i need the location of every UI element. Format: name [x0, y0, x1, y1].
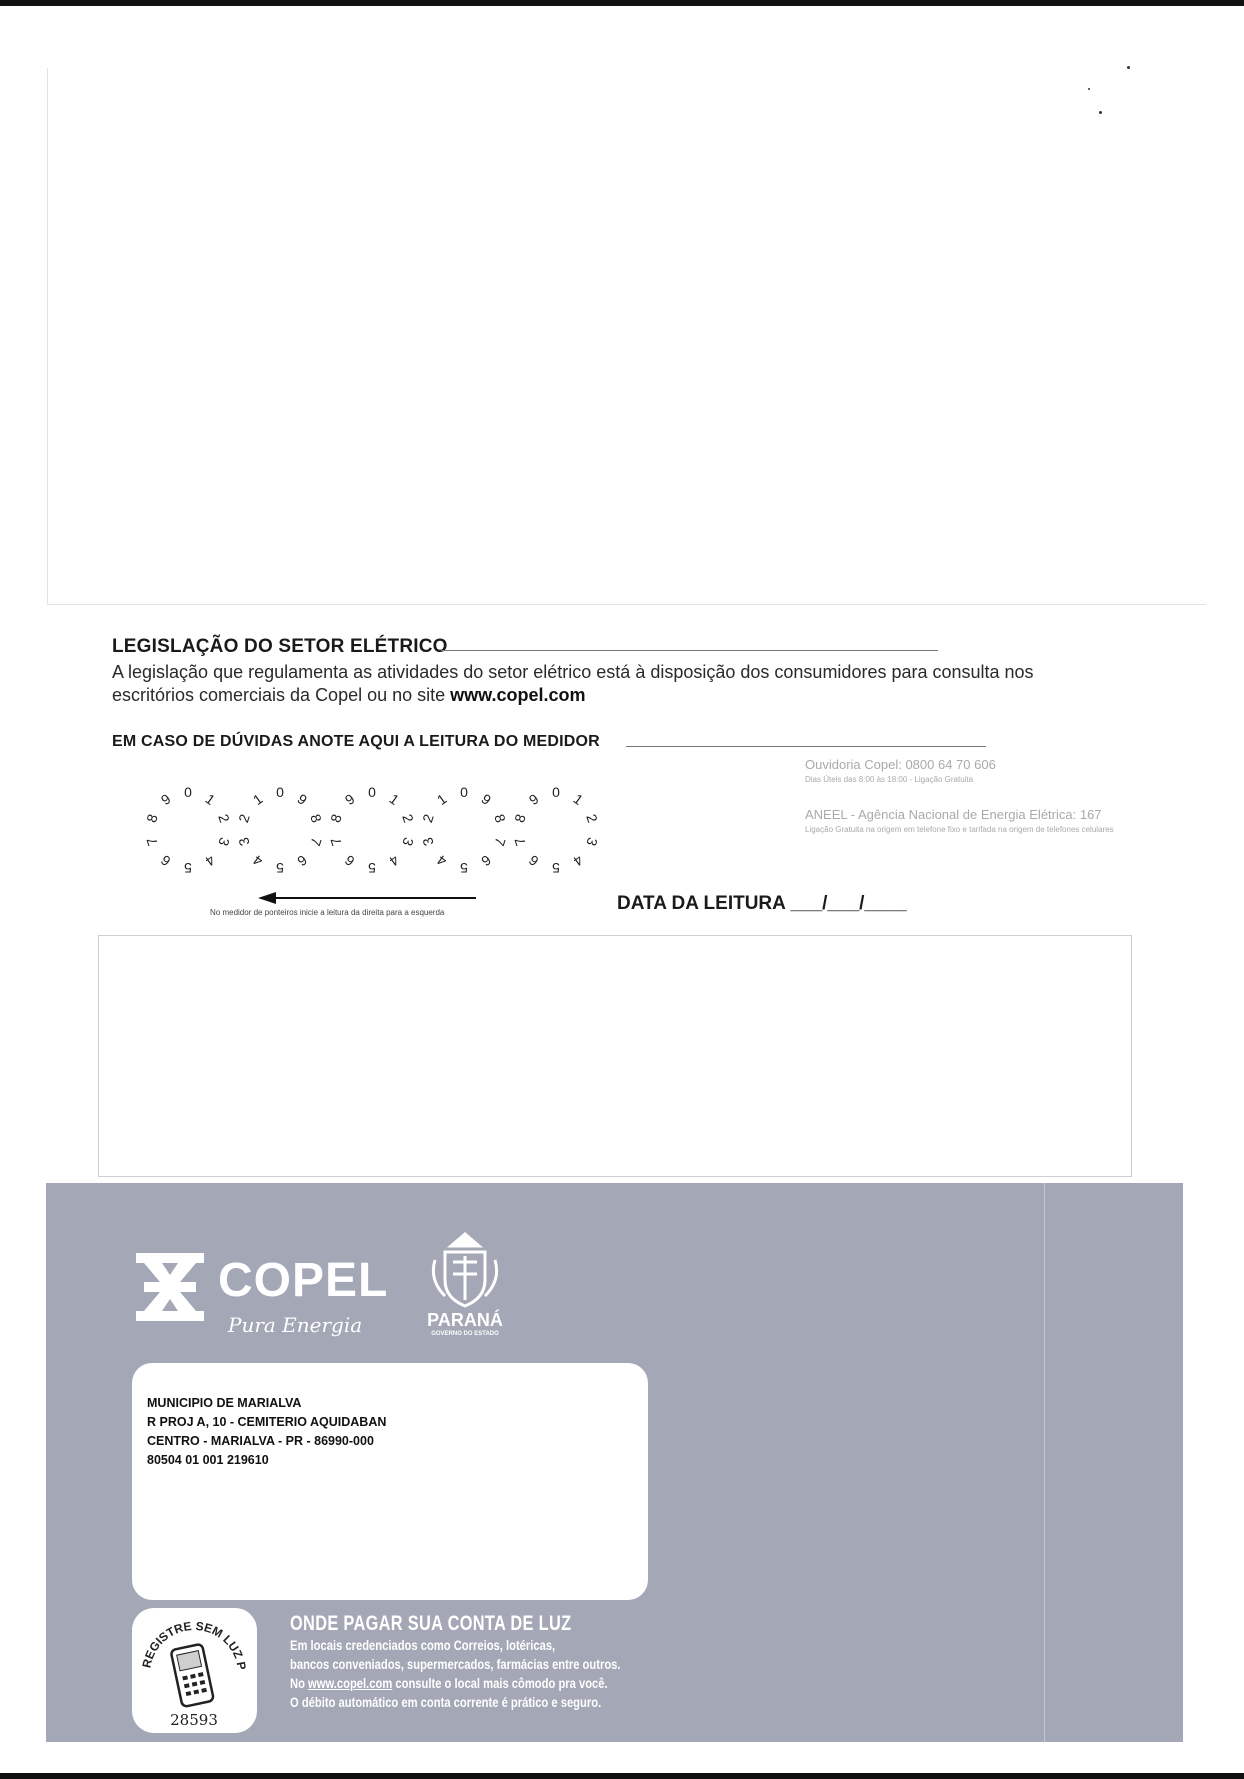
contact-info — [805, 757, 1165, 835]
dial-digit: 9 — [478, 790, 495, 809]
dial-digit: 5 — [460, 860, 468, 876]
meter-dial — [235, 784, 325, 876]
dial-digit: 6 — [478, 851, 495, 870]
dial-digit: 7 — [511, 835, 529, 848]
fold-line — [1044, 1183, 1045, 1742]
sms-label: REGISTRE SEM LUZ P — [139, 1618, 249, 1671]
medidor-title: EM CASO DE DÚVIDAS ANOTE AQUI A LEITURA DO MEDIDOR — [112, 733, 600, 750]
dial-digit: 5 — [276, 860, 284, 876]
scan-bottom-edge — [0, 1773, 1244, 1779]
dial-digit: 1 — [249, 790, 266, 809]
dial-digit: 6 — [341, 851, 358, 870]
parana-sub: GOVERNO DO ESTADO — [431, 1331, 499, 1337]
payment-title: ONDE PAGAR SUA CONTA DE LUZ — [290, 1612, 572, 1635]
payment-site-link[interactable]: www.copel.com — [308, 1675, 393, 1691]
dial-digit: 6 — [157, 851, 174, 870]
dial-digit: 4 — [202, 851, 219, 870]
dial-digit: 0 — [552, 784, 560, 800]
dial-digit: 3 — [235, 835, 253, 848]
dial-digit: 6 — [294, 851, 311, 870]
aneel-phone: ANEEL - Agência Nacional de Energia Elétrica: 167 — [805, 807, 1102, 822]
sms-number: 28593 — [170, 1711, 218, 1729]
address-line-3: CENTRO - MARIALVA - PR - 86990-000 — [147, 1434, 374, 1448]
payment-line-2: bancos conveniados, supermercados, farmácias entre outros. — [290, 1656, 621, 1672]
dial-digit: 1 — [433, 790, 450, 809]
dial-digit: 3 — [583, 835, 601, 848]
dial-digit: 1 — [386, 790, 403, 809]
ouvidoria-phone: Ouvidoria Copel: 0800 64 70 606 — [805, 757, 996, 772]
dial-digit: 3 — [419, 835, 437, 848]
legislacao-text — [112, 661, 1112, 707]
dial-digit: 3 — [215, 835, 233, 848]
dial-digit: 2 — [399, 812, 417, 825]
dial-digit: 8 — [327, 812, 345, 825]
data-leitura-blank: ___/___/____ — [790, 893, 907, 914]
meter-dial — [327, 784, 417, 876]
dial-digit: 9 — [157, 790, 174, 809]
dial-digit: 5 — [368, 860, 376, 876]
dial-digit: 1 — [570, 790, 587, 809]
dial-digit: 1 — [202, 790, 219, 809]
scan-top-edge — [0, 0, 1244, 6]
dial-digit: 8 — [491, 812, 509, 825]
payment-line-3-prefix: No — [290, 1675, 309, 1691]
dial-digit: 4 — [249, 851, 266, 870]
meter-dial — [419, 784, 509, 876]
copel-tagline: Pura Energia — [228, 1313, 363, 1337]
meter-dial — [511, 784, 601, 876]
payment-line-3 — [290, 1674, 610, 1693]
dial-digit: 2 — [235, 812, 253, 825]
ouvidoria-hours: Dias Úteis das 8:00 às 18:00 - Ligação Gratuita — [805, 775, 974, 784]
address-line-4: 80504 01 001 219610 — [147, 1453, 269, 1467]
dial-digit: 0 — [460, 784, 468, 800]
sms-phone-icon — [132, 1608, 257, 1733]
payment-line-4: O débito automático em conta corrente é prático e seguro. — [290, 1694, 602, 1710]
dial-digit: 4 — [570, 851, 587, 870]
data-leitura-label: DATA DA LEITURA — [617, 893, 786, 914]
legislacao-title: LEGISLAÇÃO DO SETOR ELÉTRICO — [112, 636, 448, 657]
dial-digit: 4 — [386, 851, 403, 870]
blank-upper-area — [47, 68, 1206, 605]
dial-digit: 9 — [525, 790, 542, 809]
notes-box — [98, 935, 1132, 1177]
payment-line-1: Em locais credenciados como Correios, lotéricas, — [290, 1637, 556, 1653]
address-window — [132, 1363, 648, 1600]
aneel-note: Ligação Gratuita na origem em telefone fixo e tarifada na origem de telefones celulares — [805, 825, 1114, 834]
payment-line-3-suffix: consulte o local mais cômodo pra você. — [392, 1675, 608, 1691]
scan-speck — [1088, 88, 1090, 90]
copel-name: COPEL — [218, 1254, 389, 1307]
dial-digit: 7 — [143, 835, 161, 848]
dial-digit: 8 — [143, 812, 161, 825]
dial-digit: 0 — [184, 784, 192, 800]
copel-site-link[interactable]: www.copel.com — [450, 685, 586, 705]
data-leitura — [617, 893, 907, 915]
meter-dial — [143, 784, 233, 876]
medidor-rule — [626, 746, 986, 747]
scan-speck — [1099, 111, 1102, 114]
sms-badge — [132, 1608, 257, 1733]
arrow-note: No medidor de ponteiros inicie a leitura da direita para a esquerda — [210, 908, 445, 917]
dial-digit: 4 — [433, 851, 450, 870]
dial-digit: 6 — [525, 851, 542, 870]
dial-digit: 7 — [327, 835, 345, 848]
scan-speck — [1127, 66, 1130, 69]
copel-symbol-icon — [130, 1247, 210, 1327]
dial-digit: 3 — [399, 835, 417, 848]
dial-digit: 0 — [368, 784, 376, 800]
payment-info — [290, 1612, 690, 1712]
legislacao-body: A legislação que regulamenta as atividades do setor elétrico está à disposição dos consumidores para consulta nos escritórios comerciais da Copel ou no site — [112, 662, 1034, 705]
dial-digit: 2 — [215, 812, 233, 825]
meter-dials — [128, 778, 628, 888]
address-line-2: R PROJ A, 10 - CEMITERIO AQUIDABAN — [147, 1415, 387, 1429]
dial-digit: 8 — [511, 812, 529, 825]
left-arrow-icon — [258, 890, 478, 906]
dial-digit: 9 — [294, 790, 311, 809]
dial-digit: 7 — [491, 835, 509, 848]
dial-digit: 2 — [419, 812, 437, 825]
dial-digit: 7 — [307, 835, 325, 848]
dial-digit: 8 — [307, 812, 325, 825]
parana-coat-of-arms-icon — [415, 1230, 515, 1310]
dial-digit: 0 — [276, 784, 284, 800]
dial-digit: 5 — [552, 860, 560, 876]
legislacao-rule — [441, 650, 938, 651]
parana-logo — [415, 1230, 515, 1342]
address-line-1: MUNICIPIO DE MARIALVA — [147, 1396, 302, 1410]
dial-digit: 5 — [184, 860, 192, 876]
parana-name: PARANÁ — [427, 1310, 503, 1330]
dial-digit: 2 — [583, 812, 601, 825]
dial-digit: 9 — [341, 790, 358, 809]
